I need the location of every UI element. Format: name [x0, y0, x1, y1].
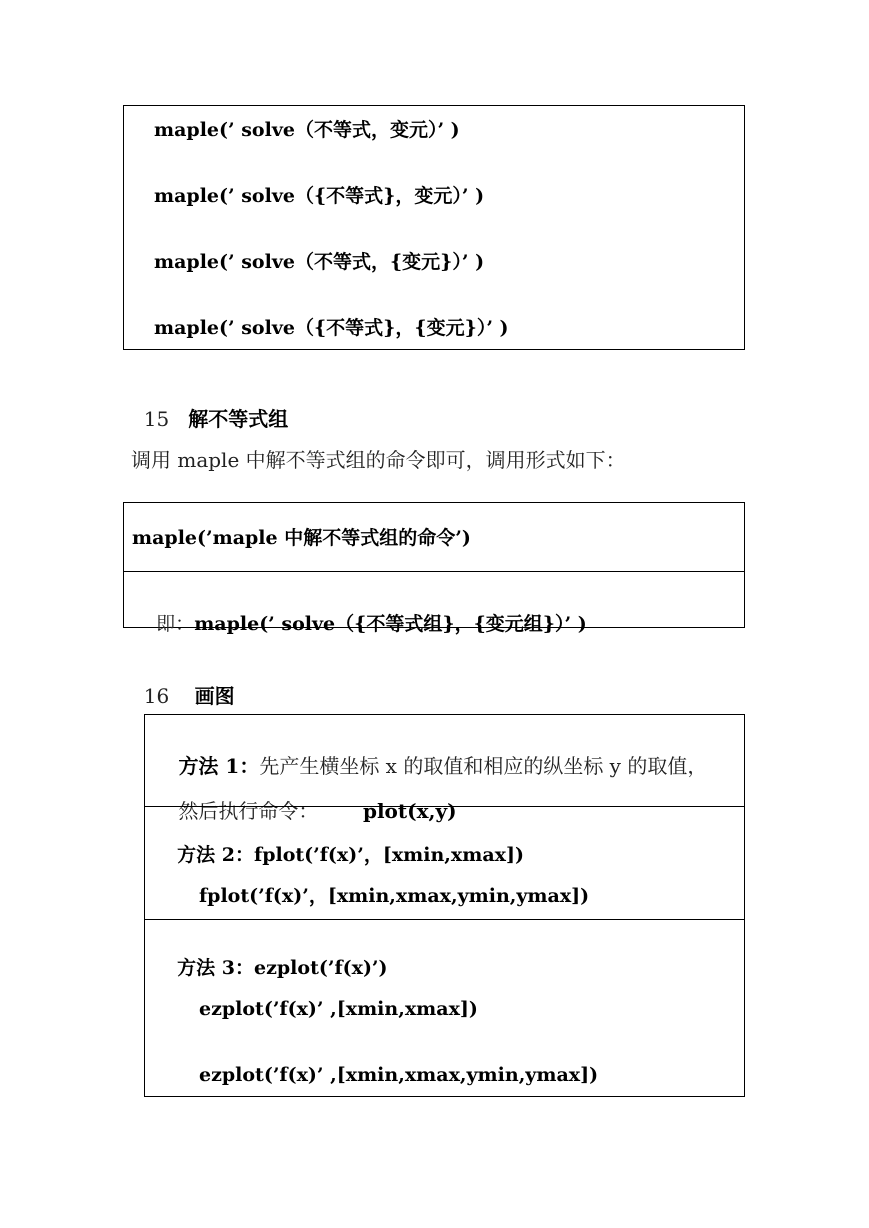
- method-2-line-1: [153, 819, 524, 891]
- solve-syntax-box: [123, 105, 745, 350]
- ezplot-command-code: ezplot(’f(x)’ ,[xmin,xmax]): [199, 998, 478, 1020]
- command-example-code: maple(’ solve（{不等式组}，{变元组}）’ ): [194, 613, 587, 635]
- row-divider: [145, 919, 744, 920]
- plot-methods-table: [144, 714, 745, 1097]
- method-label: 方法 3：: [177, 957, 255, 979]
- method-description: 先产生横坐标 x 的取值和相应的纵坐标 y 的取值，: [259, 754, 708, 778]
- method-label: 方法 1：: [178, 754, 260, 778]
- row-divider: [145, 806, 744, 807]
- prefix-label: 即：: [156, 613, 195, 635]
- section-number: 15: [143, 407, 170, 431]
- ezplot-command-code: ezplot(’f(x)’ ,[xmin,xmax,ymin,ymax]): [199, 1064, 599, 1086]
- solve-syntax-line: maple(’ solve（不等式，变元）’ ): [154, 119, 460, 141]
- section-title: 画图: [194, 684, 235, 708]
- plot-command-code: plot(x,y): [362, 799, 457, 823]
- ezplot-command-code: ezplot(’f(x)’): [254, 957, 388, 979]
- method-label: 方法 2：: [177, 844, 255, 866]
- fplot-command-code: fplot(’f(x)’，[xmin,xmax,ymin,ymax]): [199, 885, 590, 907]
- row-divider: [124, 571, 744, 572]
- solve-syntax-line: maple(’ solve（不等式，{变元}）’ ): [154, 251, 485, 273]
- section-15-intro: 调用 maple 中解不等式组的命令即可，调用形式如下：: [131, 448, 626, 472]
- method-description: 然后执行命令：: [178, 799, 319, 823]
- command-template-line: maple(’maple 中解不等式组的命令’): [132, 527, 471, 549]
- solve-syntax-line: maple(’ solve（{不等式}，{变元}）’ ): [154, 317, 509, 339]
- section-title: 解不等式组: [188, 407, 289, 431]
- solve-syntax-line: maple(’ solve（{不等式}，变元）’ ): [154, 185, 485, 207]
- section-15-heading: [131, 380, 288, 432]
- inequality-system-box: [123, 502, 745, 635]
- section-number: 16: [143, 684, 170, 708]
- section-16-heading: [131, 657, 235, 709]
- method-3-line-1: [153, 932, 388, 1004]
- command-example-line: [132, 588, 587, 660]
- fplot-command-code: fplot(’f(x)’，[xmin,xmax]): [254, 844, 524, 866]
